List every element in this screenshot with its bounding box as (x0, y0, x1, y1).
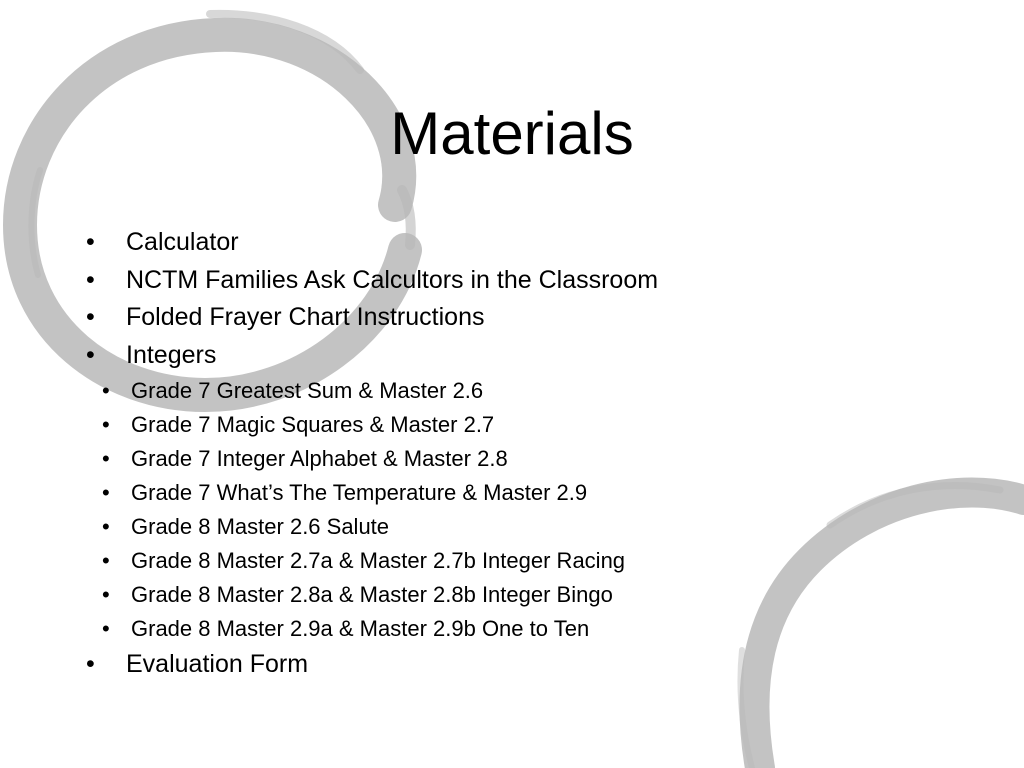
sub-bullet-item (86, 544, 658, 578)
sub-bullet-dot-icon: • (102, 514, 110, 539)
brush-ring-icon (740, 485, 1024, 768)
bullet-item (86, 224, 658, 262)
bullet-item (86, 299, 658, 337)
bullet-dot-icon: • (86, 303, 95, 331)
bullet-text: Evaluation Form (126, 650, 309, 678)
sub-bullet-dot-icon: • (102, 446, 110, 471)
sub-bullet-dot-icon: • (102, 616, 110, 641)
bullet-text: Calculator (126, 228, 239, 256)
bullet-dot-icon: • (86, 340, 95, 369)
sub-bullet-item (86, 408, 658, 442)
sub-bullet-item (86, 612, 658, 646)
sub-list-container (86, 374, 658, 646)
sub-bullet-dot-icon: • (102, 548, 110, 573)
sub-bullet-item (86, 374, 658, 408)
sub-bullet-text: Grade 7 Integer Alphabet & Master 2.8 (131, 446, 508, 471)
bullet-item (86, 337, 658, 375)
slide-title: Materials (390, 100, 634, 167)
sub-bullet-item (86, 476, 658, 510)
sub-bullet-dot-icon: • (102, 412, 110, 437)
bullet-dot-icon: • (86, 265, 95, 294)
sub-bullet-dot-icon: • (102, 480, 110, 505)
sub-bullet-item (86, 578, 658, 612)
sub-bullet-text: Grade 7 Magic Squares & Master 2.7 (131, 412, 495, 437)
sub-bullet-dot-icon: • (102, 582, 110, 607)
sub-bullet-item (86, 510, 658, 544)
sub-bullet-text: Grade 8 Master 2.9a & Master 2.9b One to Ten (131, 616, 590, 641)
bullet-item (86, 262, 658, 300)
bullet-text: NCTM Families Ask Calcultors in the Classroom (126, 265, 659, 294)
bullet-item (86, 646, 658, 684)
sub-bullet-text: Grade 7 What’s The Temperature & Master 2.9 (131, 480, 588, 505)
sub-bullet-text: Grade 8 Master 2.6 Salute (131, 514, 390, 539)
sub-bullet-text: Grade 8 Master 2.8a & Master 2.8b Integer Bingo (131, 582, 613, 607)
bullet-dot-icon: • (86, 228, 95, 256)
sub-bullet-text: Grade 7 Greatest Sum & Master 2.6 (131, 378, 484, 403)
bullet-dot-icon: • (86, 650, 95, 678)
sub-bullet-dot-icon: • (102, 378, 110, 403)
bullet-list (86, 224, 658, 684)
bullet-text: Folded Frayer Chart Instructions (126, 303, 485, 331)
bullet-text: Integers (126, 340, 217, 369)
sub-bullet-list (86, 374, 658, 646)
sub-bullet-text: Grade 8 Master 2.7a & Master 2.7b Integer Racing (131, 548, 626, 573)
sub-bullet-item (86, 442, 658, 476)
